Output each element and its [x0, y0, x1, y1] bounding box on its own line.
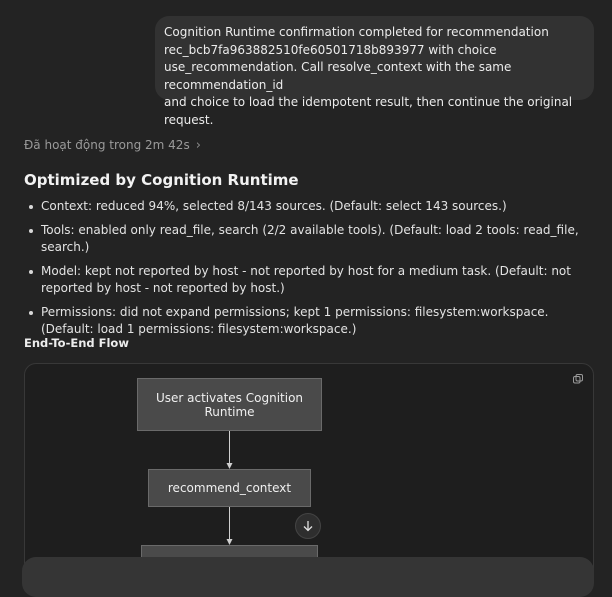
user-message-bubble: Cognition Runtime confirmation completed for recommendation rec_bcb7fa963882510fe60501718b893977 with choice use_recommendation. Call resolve_context with the same recommendation_id and choice to load the idempotent result, then continue the original request. [155, 16, 594, 100]
activity-label: Đã hoạt động trong 2m 42s [24, 138, 190, 152]
scroll-down-button[interactable] [295, 513, 321, 539]
flow-heading: End-To-End Flow [24, 336, 129, 350]
arrow-down-icon [302, 520, 314, 532]
list-item: Context: reduced 94%, selected 8/143 sources. (Default: select 143 sources.) [41, 198, 589, 216]
flow-node-user-activates: User activates Cognition Runtime [137, 378, 322, 431]
activity-duration-toggle[interactable] [24, 137, 201, 153]
message-composer[interactable] [22, 557, 594, 597]
list-item: Model: kept not reported by host - not reported by host for a medium task. (Default: not reported by host - not reported by host.) [41, 263, 589, 298]
optimization-summary-list [41, 198, 589, 345]
flow-node-recommend-context: recommend_context [148, 469, 311, 507]
chevron-right-icon: › [195, 137, 201, 153]
response-title: Optimized by Cognition Runtime [24, 171, 299, 189]
copy-icon[interactable] [573, 374, 583, 384]
list-item: Tools: enabled only read_file, search (2/2 available tools). (Default: load 2 tools: read_file, search.) [41, 222, 589, 257]
list-item: Permissions: did not expand permissions; kept 1 permissions: filesystem:workspace. (Default: load 1 permissions: filesystem:workspace.) [41, 304, 589, 339]
